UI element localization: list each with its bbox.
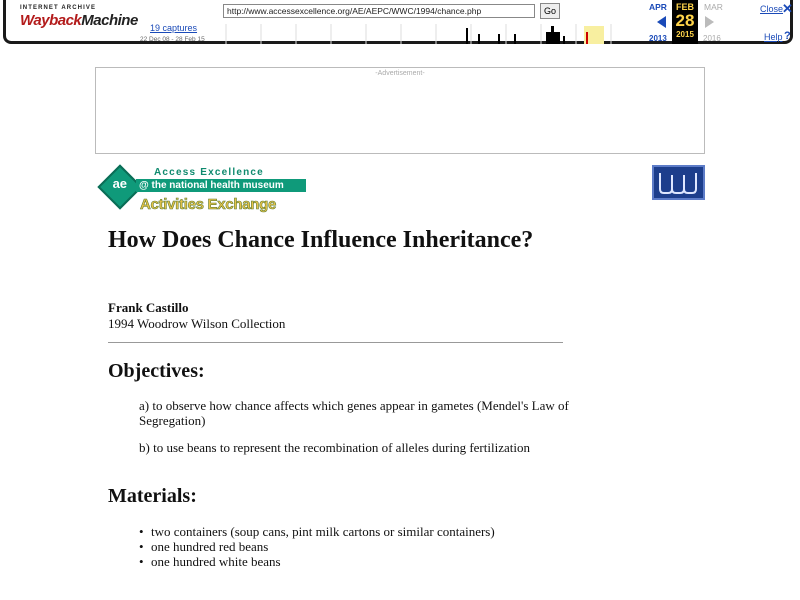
w-logo-icon	[654, 167, 703, 198]
wayback-toolbar	[3, 0, 793, 44]
capture-sparkline[interactable]	[216, 22, 640, 44]
collection-name: 1994 Woodrow Wilson Collection	[108, 316, 286, 331]
page-title: How Does Chance Influence Inheritance?	[108, 227, 534, 253]
divider	[108, 342, 563, 343]
logo-top-text: INTERNET ARCHIVE	[20, 5, 97, 11]
list-item: • one hundred white beans	[139, 554, 559, 569]
access-excellence-banner[interactable]	[98, 165, 308, 217]
list-item: • two containers (soup cans, pint milk cartons or similar containers)	[139, 524, 559, 539]
close-icon[interactable]: ✕	[782, 1, 793, 16]
advertisement-label: -Advertisement-	[375, 70, 425, 77]
objective-b: b) to use beans to represent the recombination of alleles during fertilization	[139, 440, 530, 455]
logo-main-text	[20, 12, 138, 29]
help-link[interactable]: Help	[764, 32, 783, 42]
next-year-label: 2016	[703, 34, 721, 43]
prev-arrow-icon[interactable]	[657, 16, 666, 28]
materials-heading: Materials:	[108, 485, 197, 507]
list-item: • one hundred red beans	[139, 539, 559, 554]
banner-line-3: Activities Exchange	[140, 196, 277, 213]
author-name: Frank Castillo	[108, 300, 189, 315]
objective-a: a) to observe how chance affects which genes appear in gametes (Mendel's Law of Segregation)	[139, 398, 569, 428]
captures-link[interactable]: 19 captures	[150, 23, 198, 33]
prev-year-label[interactable]: 2013	[649, 34, 667, 43]
banner-line-2: @ the national health museum	[136, 179, 306, 192]
wayback-logo[interactable]	[20, 5, 138, 37]
capture-date-range: 22 Dec 08 - 28 Feb 15	[140, 36, 205, 43]
help-icon[interactable]: ?	[784, 30, 791, 42]
prev-month-label[interactable]: APR	[649, 2, 667, 12]
wilson-collection-logo[interactable]	[652, 165, 705, 200]
logo-wayback-word: Wayback	[20, 12, 82, 29]
next-arrow-icon	[705, 16, 714, 28]
logo-machine-word: Machine	[81, 12, 138, 29]
objectives-heading: Objectives:	[108, 360, 205, 382]
current-day: 28	[675, 11, 695, 30]
go-button[interactable]: Go	[540, 3, 560, 19]
url-input[interactable]	[223, 4, 535, 18]
materials-list	[139, 524, 559, 569]
current-month: FEB	[676, 2, 694, 12]
current-capture-date	[672, 0, 698, 44]
ae-glyph: ae	[112, 175, 128, 191]
advertisement-box[interactable]	[95, 67, 705, 154]
next-month-label: MAR	[704, 2, 723, 12]
current-year: 2015	[676, 30, 694, 39]
banner-line-1: Access Excellence	[154, 167, 264, 178]
close-link[interactable]: Close	[760, 4, 784, 14]
